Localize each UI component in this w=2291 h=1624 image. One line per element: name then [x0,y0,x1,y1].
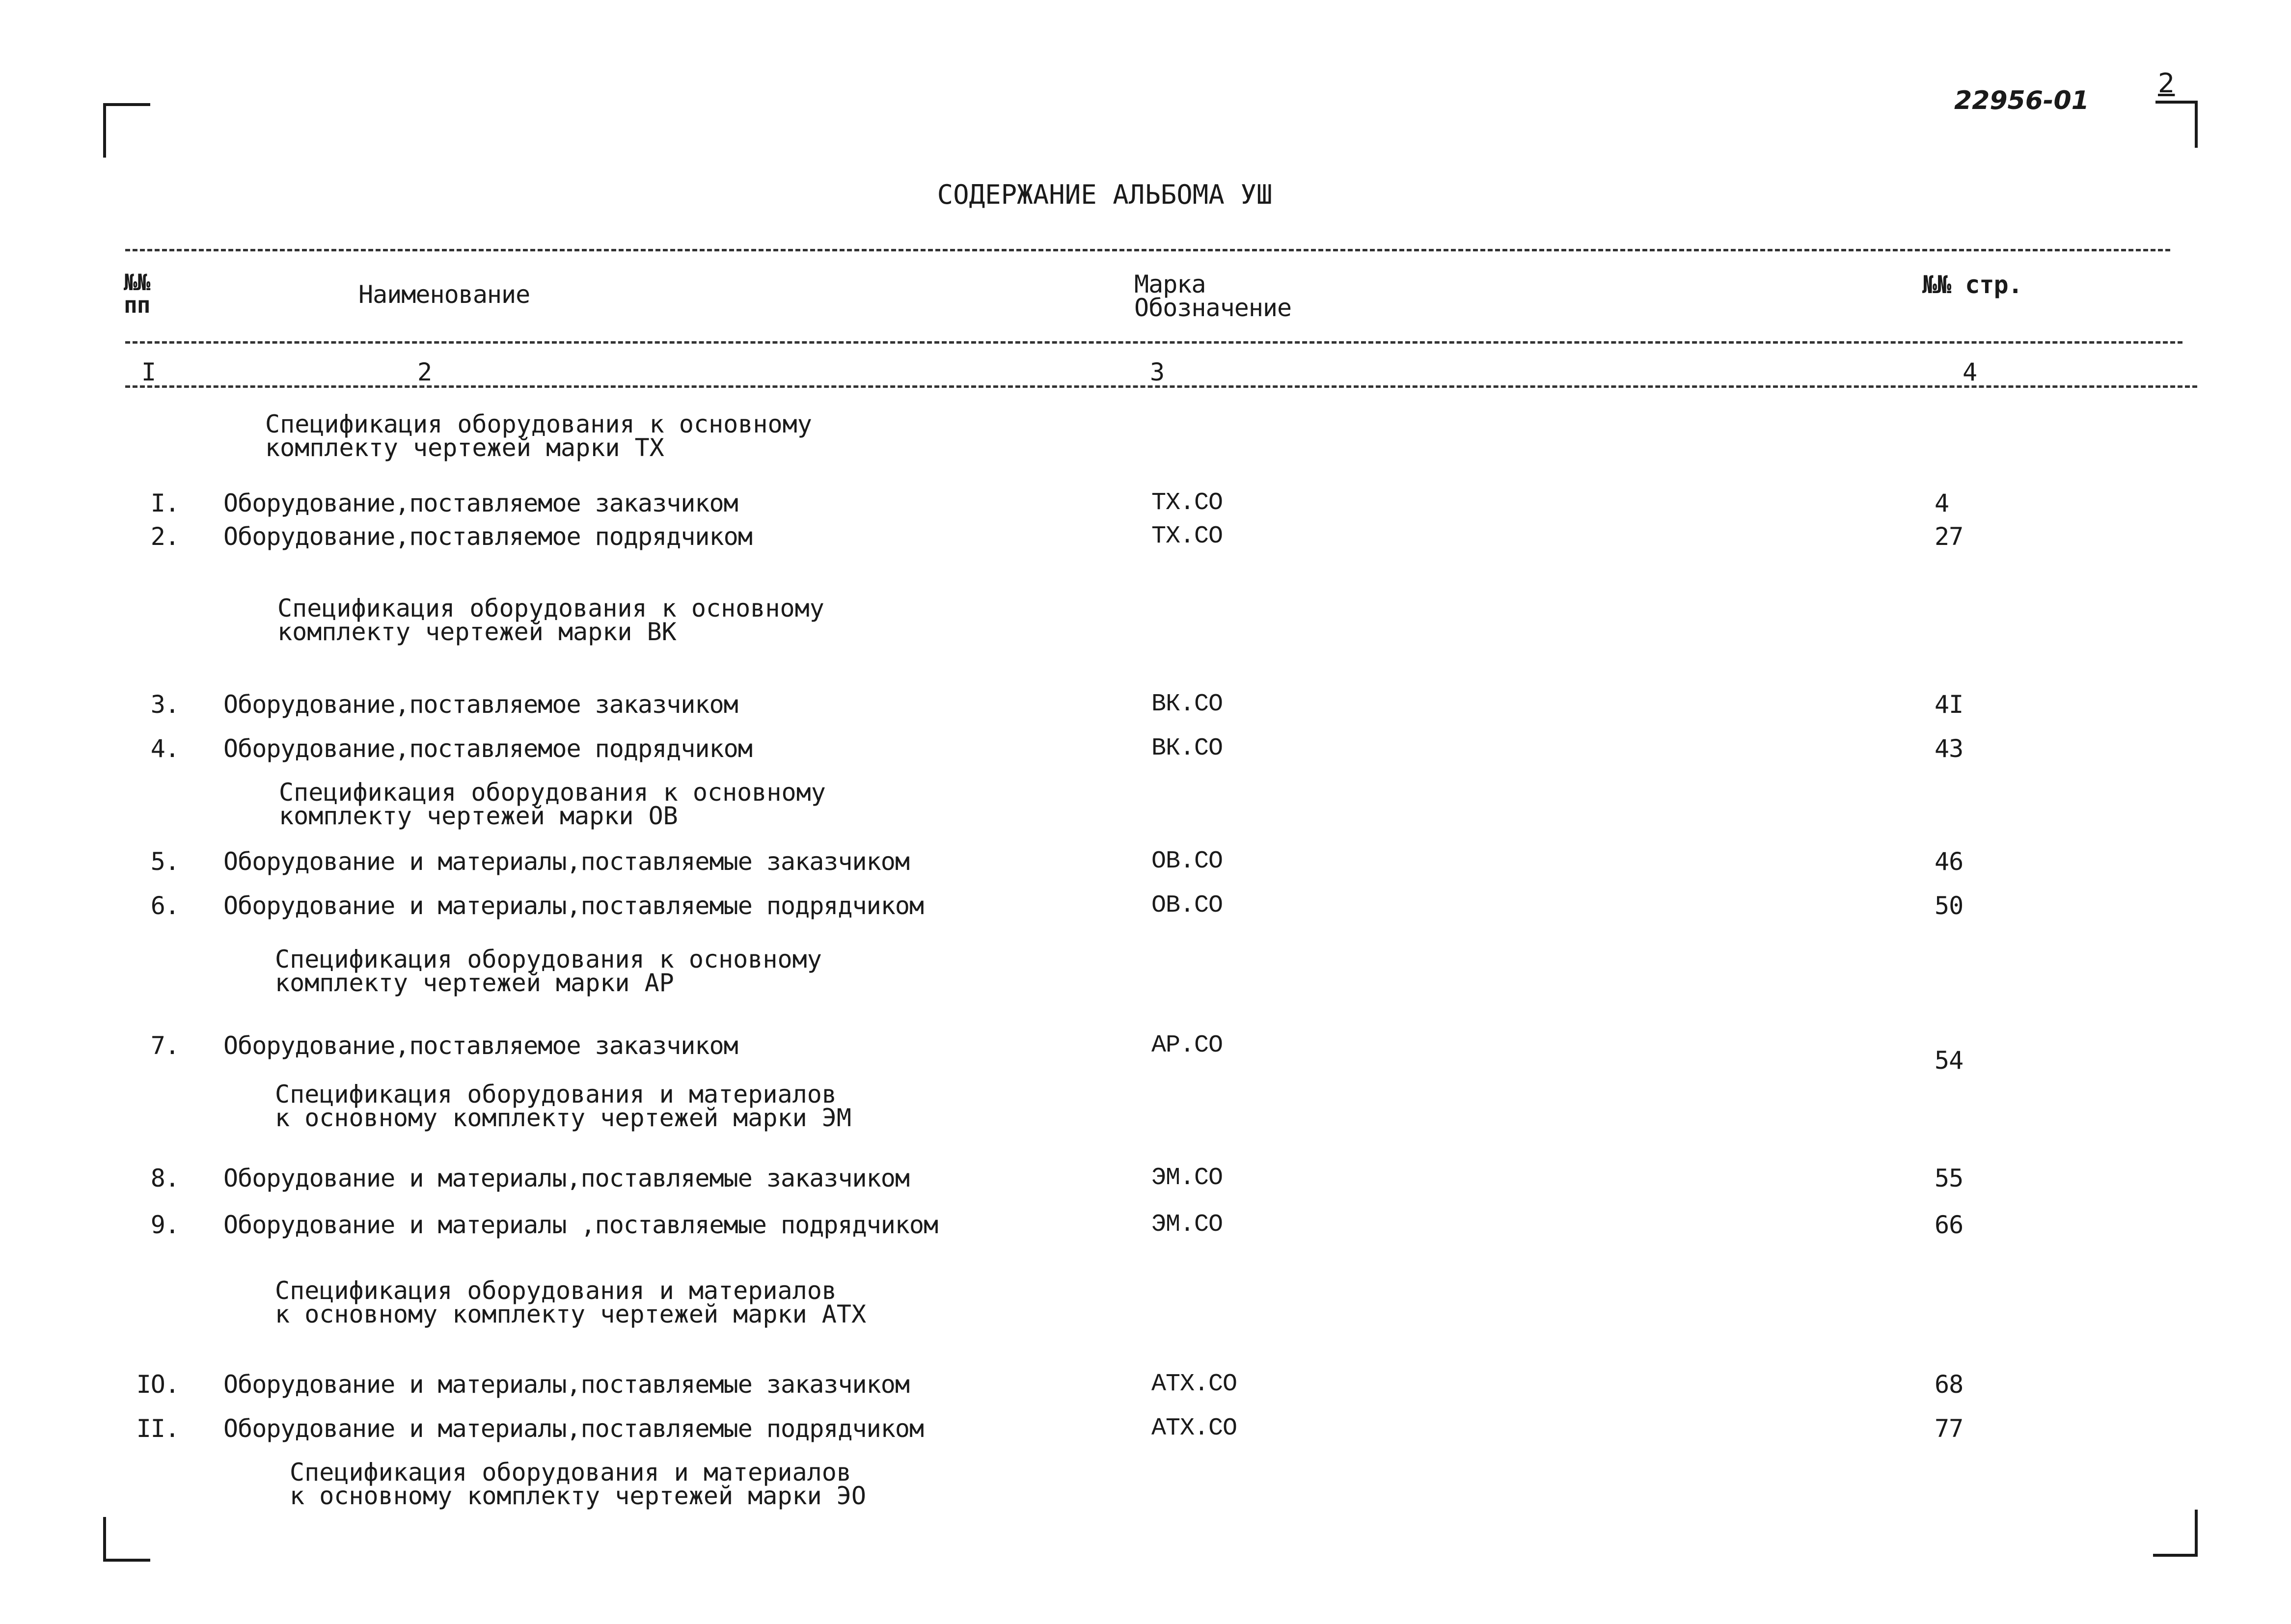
item-number: 7. [150,1031,179,1060]
item-mark: АТХ.СО [1151,1370,1237,1398]
item-page: 54 [1935,1046,1964,1075]
column-index-3: 3 [1150,358,1165,386]
item-page: 66 [1935,1211,1964,1239]
item-number: 4. [150,734,179,763]
corner-mark-top-right [2155,101,2198,148]
column-header-mark: Марка Обозначение [1134,270,1292,322]
item-number: 3. [150,690,179,719]
table-top-rule [125,249,2170,251]
item-page: 68 [1935,1370,1964,1399]
item-name: Оборудование,поставляемое заказчиком [223,489,738,517]
item-page: 77 [1935,1414,1964,1443]
section-heading: Спецификация оборудования к основному комплекту чертежей марки АР [275,945,822,997]
item-mark: ЭМ.СО [1151,1211,1223,1239]
item-number: 2. [150,522,179,551]
corner-mark-bottom-right [2153,1510,2198,1557]
item-mark: АР.СО [1151,1031,1223,1059]
item-mark: ВК.СО [1151,734,1223,762]
section-heading: Спецификация оборудования к основному комплекту чертежей марки ВК [277,594,824,646]
section-heading: Спецификация оборудования и материалов к основному комплекту чертежей марки ЭО [290,1458,866,1510]
item-number: I. [150,489,179,517]
corner-mark-top-left [103,103,150,158]
section-heading: Спецификация оборудования и материалов к основному комплекту чертежей марки ЭМ [275,1080,851,1132]
corner-mark-bottom-left [103,1517,150,1562]
item-name: Оборудование и материалы,поставляемые заказчиком [223,847,909,876]
item-page: 27 [1935,522,1964,551]
item-mark: ЭМ.СО [1151,1164,1223,1192]
column-header-name: Наименование [358,280,530,309]
item-name: Оборудование,поставляемое подрядчиком [223,522,752,551]
column-index-2: 2 [417,358,432,386]
item-number: 5. [150,847,179,876]
table-header-rule [125,341,2182,344]
page-number: 2 [2158,68,2175,99]
item-page: 4I [1935,690,1964,719]
item-name: Оборудование,поставляемое заказчиком [223,1031,738,1060]
column-index-4: 4 [1963,358,1977,386]
section-heading: Спецификация оборудования и материалов к основному комплекту чертежей марки АТХ [275,1276,867,1328]
item-name: Оборудование,поставляемое подрядчиком [223,734,752,763]
section-heading: Спецификация оборудования к основному комплекту чертежей марки ТХ [265,410,812,462]
document-number: 22956-01 [1954,86,2089,115]
item-page: 46 [1935,847,1964,876]
item-page: 4 [1935,489,1949,517]
item-page: 50 [1935,892,1964,920]
column-header-num: №№ пп [124,269,150,318]
item-mark: ОВ.СО [1151,892,1223,920]
page-title: СОДЕРЖАНИЕ АЛЬБОМА УШ [937,179,1273,210]
item-name: Оборудование,поставляемое заказчиком [223,690,738,719]
section-heading: Спецификация оборудования к основному комплекту чертежей марки ОВ [279,778,826,830]
item-name: Оборудование и материалы,поставляемые подрядчиком [223,892,924,920]
item-name: Оборудование и материалы,поставляемые подрядчиком [223,1414,924,1443]
item-number: II. [136,1414,179,1443]
item-page: 55 [1935,1164,1964,1192]
item-mark: АТХ.СО [1151,1414,1237,1442]
item-name: Оборудование и материалы,поставляемые заказчиком [223,1370,909,1399]
item-name: Оборудование и материалы ,поставляемые подрядчиком [223,1211,938,1239]
item-mark: ОВ.СО [1151,847,1223,875]
item-mark: ВК.СО [1151,690,1223,718]
item-mark: ТХ.СО [1151,489,1223,517]
item-number: 9. [150,1211,179,1239]
column-header-pages: №№ стр. [1922,271,2022,299]
item-number: IO. [136,1370,179,1399]
item-number: 8. [150,1164,179,1192]
item-name: Оборудование и материалы,поставляемые заказчиком [223,1164,909,1192]
item-mark: ТХ.СО [1151,522,1223,550]
column-index-1: I [141,358,156,386]
item-page: 43 [1935,734,1964,763]
item-number: 6. [150,892,179,920]
